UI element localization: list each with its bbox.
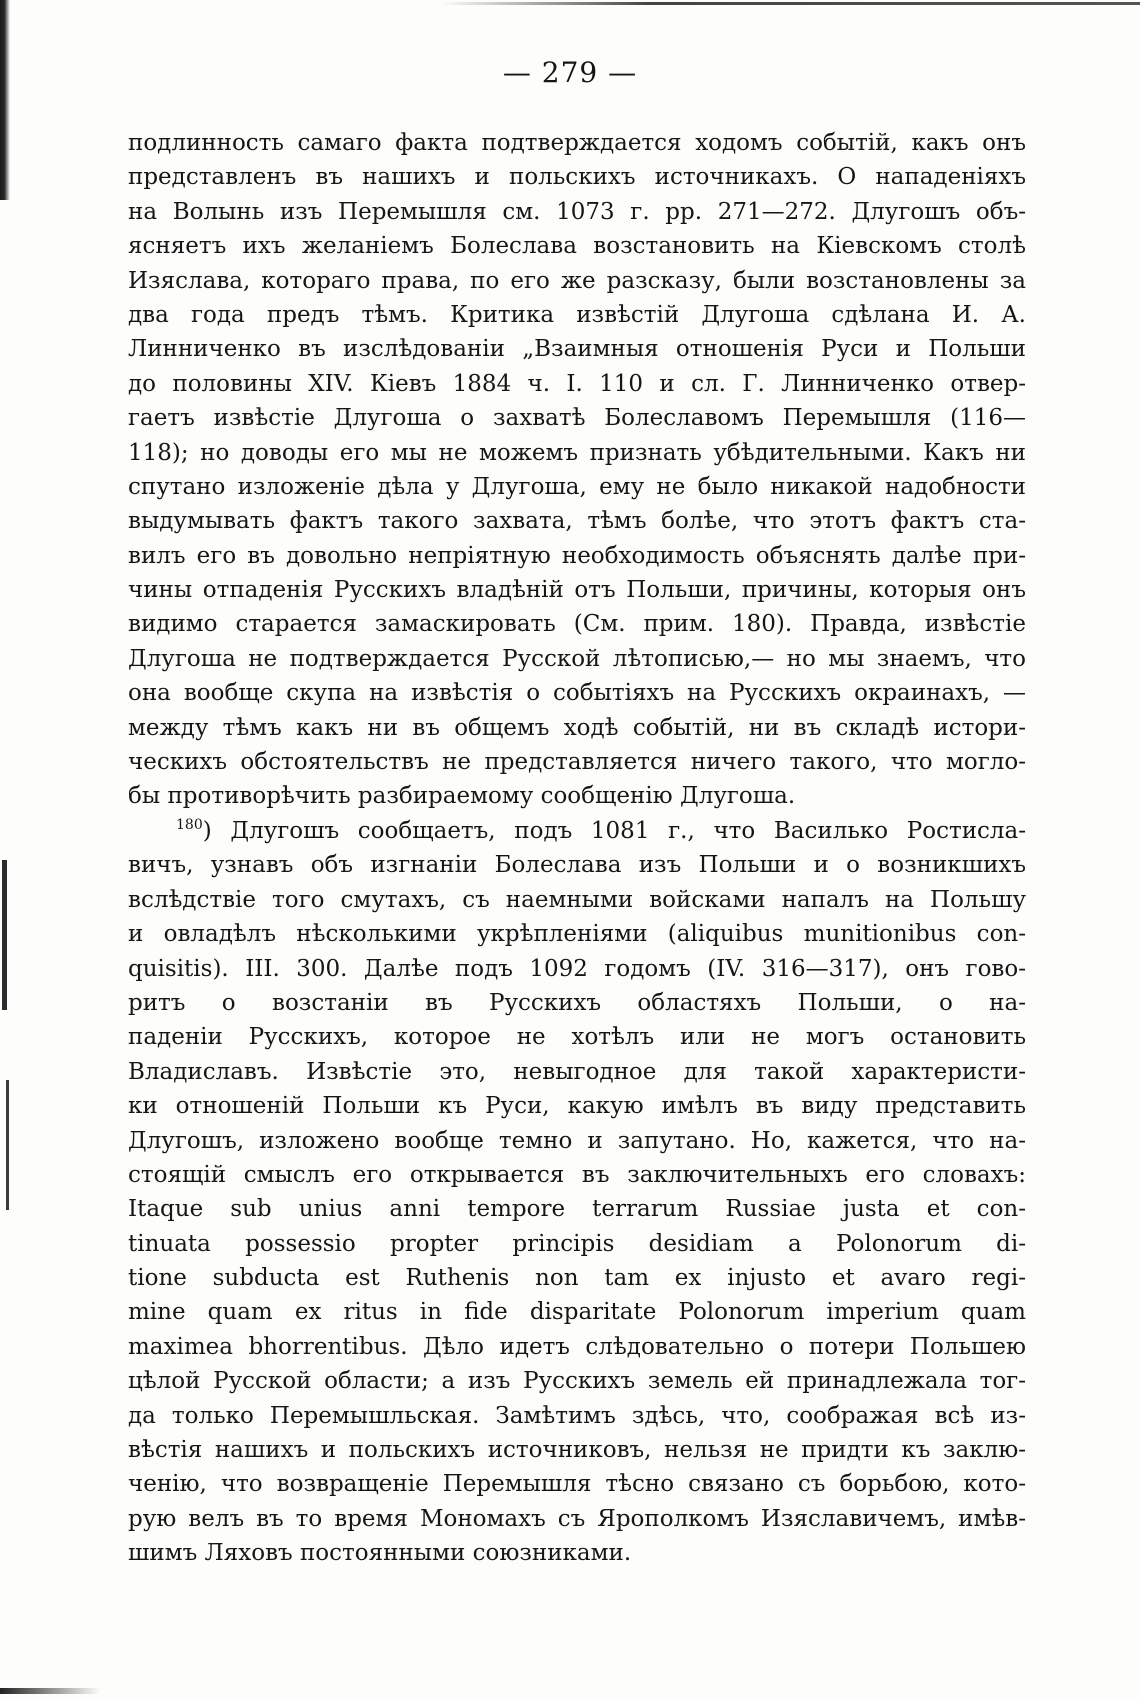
text-line: quisitis). III. 300. Далѣе подъ 1092 годомъ (IV. 316—317), онъ гово- — [128, 955, 1026, 982]
footnote-180 — [128, 814, 1026, 1571]
text-line: вѣстія нашихъ и польскихъ источниковъ, нельзя не придти къ заклю- — [128, 1437, 1026, 1464]
scan-edge-left — [0, 0, 10, 200]
scan-edge-top — [440, 2, 1140, 5]
text-line: вилъ его въ довольно непріятную необходимость объяснять далѣе при- — [128, 542, 1026, 569]
text-line: tinuata possessio propter principis desidiam a Polonorum di- — [128, 1230, 1026, 1257]
text-line: maximea bhorrentibus. Дѣло идетъ слѣдовательно о потери Польшею — [128, 1333, 1026, 1360]
text-line: между тѣмъ какъ ни въ общемъ ходѣ событій, ни въ складѣ истори- — [128, 714, 1026, 741]
text-line: паденіи Русскихъ, которое не хотѣлъ или не могъ остановить — [128, 1024, 1026, 1051]
text-line: ясняетъ ихъ желаніемъ Болеслава возстановить на Кіевскомъ столѣ — [128, 233, 1026, 260]
text-line: вичъ, узнавъ объ изгнаніи Болеслава изъ Польши и о возникшихъ — [128, 852, 1026, 879]
scan-edge-left-mark-lower — [6, 1080, 9, 1210]
text-line: выдумывать фактъ такого захвата, тѣмъ болѣе, что этотъ фактъ ста- — [128, 508, 1026, 535]
text-line: шимъ Ляховъ постоянными союзниками. — [128, 1540, 632, 1567]
scan-edge-bottom — [0, 1688, 100, 1694]
text-line: да только Перемышльская. Замѣтимъ здѣсь, что, соображая всѣ из- — [128, 1402, 1026, 1429]
text-line: бы противорѣчить разбираемому сообщенію Длугоша. — [128, 783, 796, 810]
text-line: Длугоша не подтверждается Русской лѣтописью,— но мы знаемъ, что — [128, 645, 1026, 672]
text-line: цѣлой Русской области; а изъ Русскихъ земель ей принадлежала тог- — [128, 1368, 1026, 1395]
text-line: Линниченко въ изслѣдованіи „Взаимныя отношенія Руси и Польши — [128, 336, 1026, 363]
page-number: — 279 — — [502, 56, 638, 89]
footnote-first-line — [128, 814, 1026, 848]
text-line: ки отношеній Польши къ Руси, какую имѣлъ въ виду представить — [128, 1093, 1026, 1120]
text-line: Длугошъ, изложено вообще темно и запутано. Но, кажется, что на- — [128, 1127, 1026, 1154]
text-line: гаетъ извѣстіе Длугоша о захватѣ Болеславомъ Перемышля (116— — [128, 405, 1026, 432]
text-line: представленъ въ нашихъ и польскихъ источникахъ. О нападеніяхъ — [128, 164, 1026, 191]
text-line: Владиславъ. Извѣстіе это, невыгодное для такой характеристи- — [128, 1058, 1026, 1085]
text-line: mine quam ex ritus in fide disparitate Polonorum imperium quam — [128, 1299, 1026, 1326]
text-line: стоящій смыслъ его открывается въ заключительныхъ его словахъ: — [128, 1161, 1026, 1188]
text-line: tione subducta est Ruthenis non tam ex injusto et avaro regi- — [128, 1265, 1026, 1292]
paragraph-1 — [128, 126, 1026, 814]
scan-edge-left-mark — [2, 860, 7, 1010]
text-line: на Волынь изъ Перемышля см. 1073 г. pp. 271—272. Длугошъ объ- — [128, 198, 1026, 225]
text-line: спутано изложеніе дѣла у Длугоша, ему не было никакой надобности — [128, 473, 1026, 500]
text-line: Itaque sub unius anni tempore terrarum Russiae justa et con- — [128, 1196, 1026, 1223]
text-line: ческихъ обстоятельствъ не представляется ничего такого, что могло- — [128, 749, 1026, 776]
text-line: ритъ о возстаніи въ Русскихъ областяхъ Польши, о на- — [128, 989, 1026, 1016]
text-line: вслѣдствіе того смутахъ, съ наемными войсками напалъ на Польшу — [128, 886, 1026, 913]
text-line: видимо старается замаскировать (См. прим. 180). Правда, извѣстіе — [128, 611, 1026, 638]
footnote-marker: 180 — [176, 817, 203, 833]
text-line: 118); но доводы его мы не можемъ признать убѣдительными. Какъ ни — [128, 439, 1026, 466]
text-line: она вообще скупа на извѣстія о событіяхъ на Русскихъ окраинахъ, — — [128, 680, 1026, 707]
footnote-first-line-text: ) Длугошъ сообщаетъ, подъ 1081 г., что Василько Ростисла- — [202, 818, 1026, 844]
text-line: подлинность самаго факта подтверждается ходомъ событій, какъ онъ — [128, 130, 1026, 156]
text-line: два года предъ тѣмъ. Критика извѣстій Длугоша сдѣлана И. А. — [128, 301, 1026, 328]
text-line: рую велъ въ то время Мономахъ съ Ярополкомъ Изяславичемъ, имѣв- — [128, 1505, 1026, 1532]
text-line: и овладѣлъ нѣсколькими укрѣпленіями (aliquibus munitionibus con- — [128, 921, 1026, 948]
text-line: ченію, что возвращеніе Перемышля тѣсно связано съ борьбою, кото- — [128, 1471, 1026, 1498]
text-line: до половины XIV. Кіевъ 1884 ч. I. 110 и сл. Г. Линниченко отвер- — [128, 370, 1026, 397]
text-line: Изяслава, котораго права, по его же разсказу, были возстановлены за — [128, 267, 1026, 294]
text-line: чины отпаденія Русскихъ владѣній отъ Польши, причины, которыя онъ — [128, 577, 1026, 604]
